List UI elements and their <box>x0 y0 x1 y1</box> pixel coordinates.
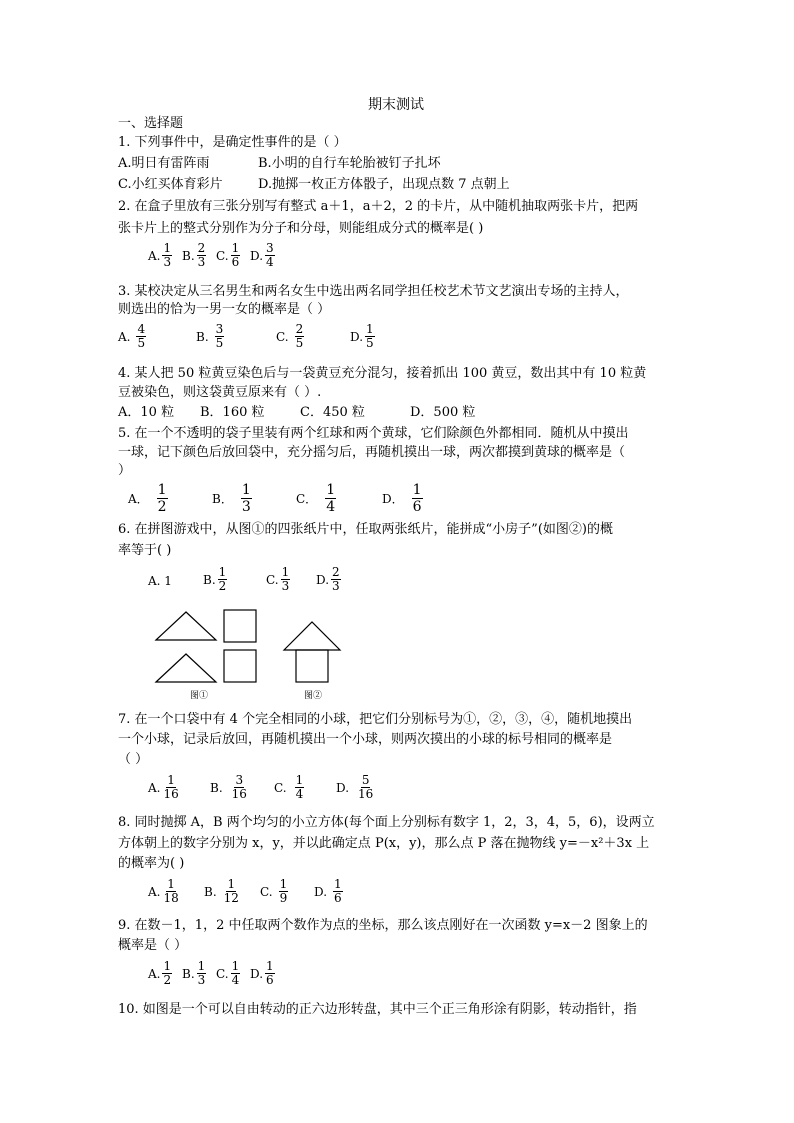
house-body <box>296 650 328 682</box>
q4-option-b: B．160 粒 <box>200 405 265 420</box>
q4-line-1: 4. 某人把 50 粒黄豆染色后与一袋黄豆充分混匀，接着抓出 100 黄豆，数出其中有 10 粒黄 <box>118 366 647 381</box>
q1-option-b: B.小明的自行车轮胎被钉子扎坏 <box>258 156 441 171</box>
q6-option-c: C. $\frac{1}{3}$ <box>266 565 290 593</box>
q2-option-c: C. $\frac{1}{6}$ <box>216 241 240 269</box>
q1-stem: 1. 下列事件中，是确定性事件的是（ ） <box>118 135 347 150</box>
q5-option-d: D． $\frac{1}{6}$ <box>382 482 422 515</box>
q1-option-c: C.小红买体育彩片 <box>118 177 223 192</box>
puzzle-figure <box>148 600 388 705</box>
q8-line-3: 的概率为( ) <box>118 856 185 871</box>
house-roof <box>284 622 340 650</box>
q3-option-a: A. $\frac{4}{5}$ <box>118 322 146 350</box>
q6-option-d: D. $\frac{2}{3}$ <box>316 565 340 593</box>
q6-line-1: 6. 在拼图游戏中，从图①的四张纸片中，任取两张纸片，能拼成“小房子”(如图②)的概 <box>118 522 613 537</box>
q5-option-a: A． $\frac{1}{2}$ <box>128 482 167 515</box>
q2-option-a: A. $\frac{1}{3}$ <box>148 241 172 269</box>
q3-option-c: C. $\frac{2}{5}$ <box>276 322 304 350</box>
q4-option-c: C．450 粒 <box>300 405 365 420</box>
q1-option-d: D.抛掷一枚正方体骰子，出现点数 7 点朝上 <box>258 177 510 192</box>
q3-option-d: D. $\frac{1}{5}$ <box>350 322 374 350</box>
puzzle-diagram <box>148 600 388 690</box>
q7-line-2: 一个小球，记录后放回，再随机摸出一个小球，则两次摸出的小球的标号相同的概率是 <box>118 732 613 747</box>
q3-line-1: 3. 某校决定从三名男生和两名女生中选出两名同学担任校艺术节文艺演出专场的主持人， <box>118 284 629 299</box>
q6-line-2: 率等于( ) <box>118 543 172 558</box>
q9-line-2: 概率是（ ） <box>118 938 188 953</box>
q9-line-1: 9. 在数－1，1，2 中任取两个数作为点的坐标，那么该点刚好在一次函数 y=x－2 图象上的 <box>118 918 648 933</box>
q3-option-b: B. $\frac{3}{5}$ <box>196 322 224 350</box>
q8-option-d: D. $\frac{1}{6}$ <box>314 877 342 905</box>
triangle-piece-top <box>156 612 216 640</box>
q2-line-1: 2. 在盒子里放有三张分别写有整式 a＋1，a＋2，2 的卡片，从中随机抽取两张卡片，把两 <box>118 199 639 214</box>
q8-option-b: B. $\frac{1}{12}$ <box>204 877 239 905</box>
q6-option-b: B. $\frac{1}{2}$ <box>203 565 227 593</box>
q9-option-a: A. $\frac{1}{2}$ <box>148 959 172 987</box>
square-piece-top <box>224 610 256 642</box>
square-piece-bottom <box>224 650 256 682</box>
figure-2-caption: 图② <box>304 691 323 701</box>
q10-line-1: 10. 如图是一个可以自由转动的正六边形转盘，其中三个正三角形涂有阴影，转动指针，指 <box>118 1002 637 1017</box>
q7-option-a: A. $\frac{1}{16}$ <box>148 773 179 801</box>
q7-option-b: B. $\frac{3}{16}$ <box>210 773 247 801</box>
q5-option-c: C． $\frac{1}{4}$ <box>296 482 336 515</box>
triangle-piece-bottom <box>156 654 216 682</box>
q8-line-2: 方体朝上的数字分别为 x，y，并以此确定点 P(x，y)，那么点 P 落在抛物线 y=－x²＋3x 上 <box>118 836 650 851</box>
q2-option-d: D. $\frac{3}{4}$ <box>250 241 274 269</box>
q9-option-d: D. $\frac{1}{6}$ <box>250 959 274 987</box>
q2-line-2: 张卡片上的整式分别作为分子和分母，则能组成分式的概率是( ) <box>118 221 484 236</box>
q5-line-3: ） <box>118 463 132 478</box>
q7-option-d: D. $\frac{5}{16}$ <box>336 773 374 801</box>
q8-option-c: C. $\frac{1}{9}$ <box>260 877 288 905</box>
q4-option-d: D．500 粒 <box>410 405 476 420</box>
q5-line-1: 5. 在一个不透明的袋子里装有两个红球和两个黄球，它们除颜色外都相同．随机从中摸出 <box>118 426 629 441</box>
q7-option-c: C. $\frac{1}{4}$ <box>274 773 304 801</box>
q1-option-a: A.明日有雷阵雨 <box>118 156 210 171</box>
q8-line-1: 8. 同时抛掷 A，B 两个均匀的小立方体(每个面上分别标有数字 1，2，3，4，5，6)，设两立 <box>118 815 655 830</box>
q7-line-3: （ ） <box>118 752 149 767</box>
q4-option-a: A．10 粒 <box>118 405 175 420</box>
q9-option-b: B. $\frac{1}{3}$ <box>182 959 206 987</box>
q7-line-1: 7. 在一个口袋中有 4 个完全相同的小球，把它们分别标号为①，②，③，④，随机地摸出 <box>118 712 633 727</box>
q5-option-b: B． $\frac{1}{3}$ <box>212 482 251 515</box>
q3-line-2: 则选出的恰为一男一女的概率是（ ） <box>118 302 331 317</box>
q9-option-c: C. $\frac{1}{4}$ <box>216 959 240 987</box>
section-heading: 一、选择题 <box>118 116 184 131</box>
q4-line-2: 豆被染色，则这袋黄豆原来有（ ）. <box>118 385 322 400</box>
q6-option-a: A. 1 <box>148 574 172 588</box>
q2-option-b: B. $\frac{2}{3}$ <box>182 241 206 269</box>
q8-option-a: A. $\frac{1}{18}$ <box>148 877 179 905</box>
q5-line-2: 一球，记下颜色后放回袋中，充分摇匀后，再随机摸出一球，两次都摸到黄球的概率是（ <box>118 445 626 460</box>
figure-1-caption: 图① <box>190 691 209 701</box>
page-title: 期末测试 <box>368 97 424 113</box>
